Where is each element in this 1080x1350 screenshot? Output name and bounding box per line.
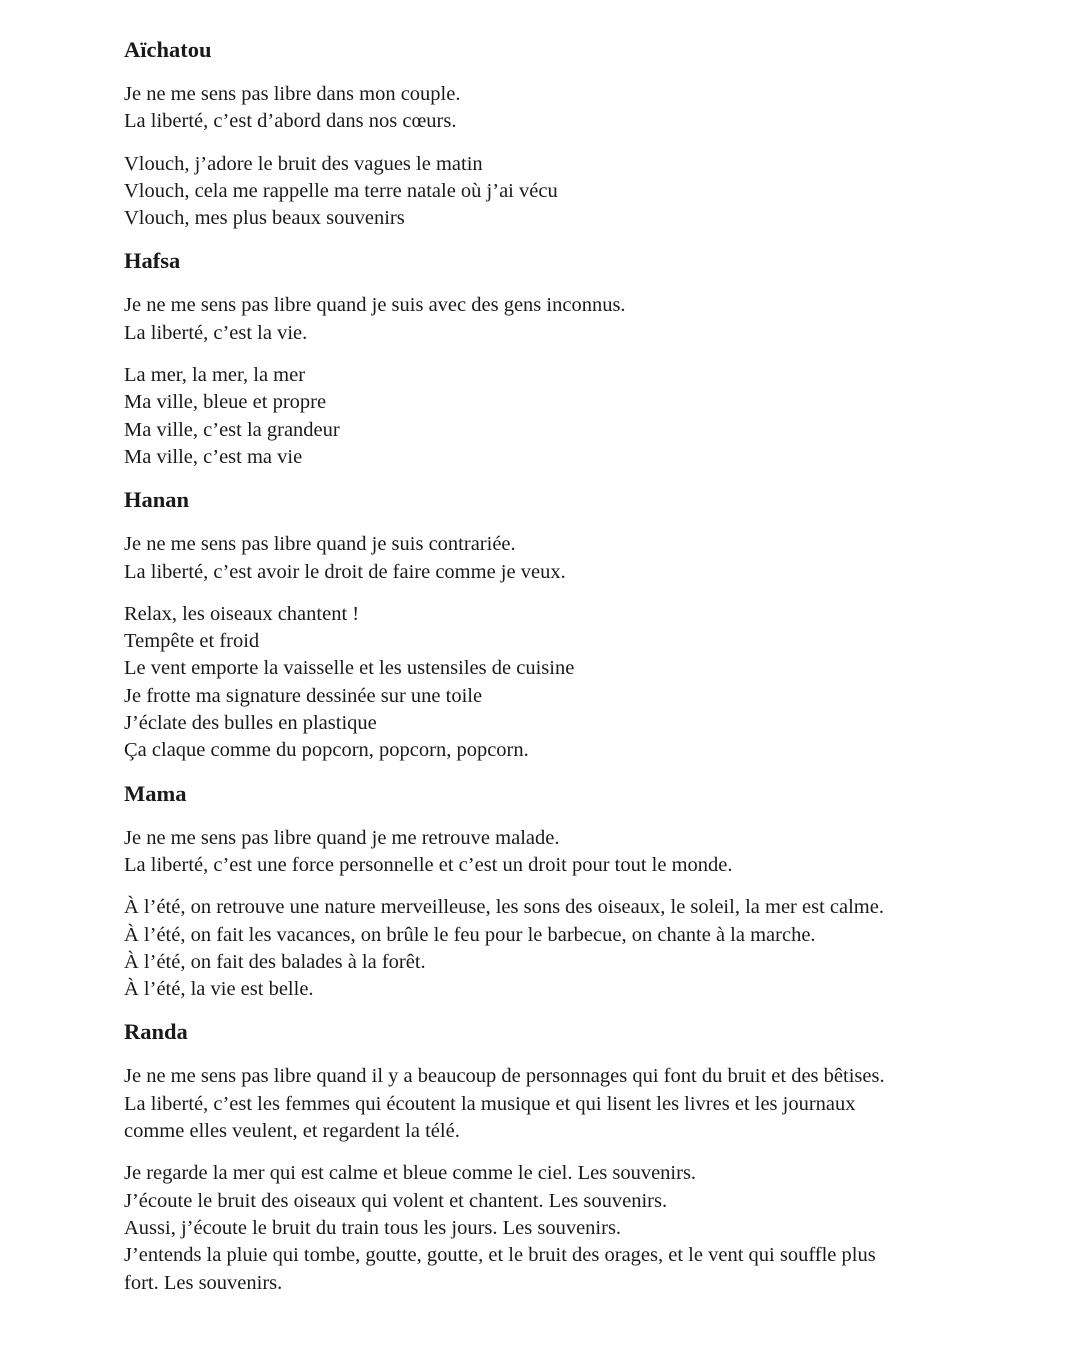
text-line: fort. Les souvenirs. (124, 1271, 283, 1294)
poem-stanza (124, 362, 984, 471)
text-line: Je ne me sens pas libre quand je suis avec des gens inconnus. (124, 294, 626, 317)
liberty-statement (124, 1063, 984, 1145)
text-line: Je ne me sens pas libre quand je me retrouve malade. (124, 826, 560, 849)
section-author-heading: Hanan (124, 487, 190, 513)
text-line: Je ne me sens pas libre quand il y a beaucoup de personnages qui font du bruit et des bêtises. (124, 1065, 885, 1088)
text-line: J’entends la pluie qui tombe, goutte, goutte, et le bruit des orages, et le vent qui souffle plus (124, 1244, 876, 1267)
text-line: Tempête et froid (124, 630, 260, 653)
text-line: Ma ville, c’est ma vie (124, 445, 303, 468)
text-line: comme elles veulent, et regardent la télé. (124, 1120, 460, 1143)
text-line: À l’été, on fait les vacances, on brûle le feu pour le barbecue, on chante à la marche. (124, 923, 816, 946)
text-line: La liberté, c’est une force personnelle et c’est un droit pour tout le monde. (124, 853, 733, 876)
section-author-heading: Mama (124, 780, 187, 806)
text-line: À l’été, la vie est belle. (124, 978, 314, 1001)
text-line: Le vent emporte la vaisselle et les ustensiles de cuisine (124, 657, 575, 680)
text-line: Ma ville, c’est la grandeur (124, 418, 340, 441)
text-line: J’éclate des bulles en plastique (124, 712, 377, 735)
poem-section (124, 247, 984, 471)
section-author-heading: Hafsa (124, 248, 181, 274)
poem-stanza (124, 601, 984, 765)
text-line: Je ne me sens pas libre dans mon couple. (124, 83, 461, 105)
text-line: La liberté, c’est avoir le droit de faire comme je veux. (124, 560, 566, 583)
liberty-statement (124, 825, 984, 880)
document-page (124, 36, 984, 1312)
poem-section (124, 486, 984, 764)
text-line: À l’été, on fait des balades à la forêt. (124, 950, 426, 973)
text-line: Ma ville, bleue et propre (124, 391, 327, 414)
text-line: J’écoute le bruit des oiseaux qui volent et chantent. Les souvenirs. (124, 1189, 668, 1212)
liberty-statement (124, 81, 984, 136)
text-line: Vlouch, mes plus beaux souvenirs (124, 207, 405, 230)
poem-stanza (124, 1160, 984, 1296)
poem-section (124, 780, 984, 1004)
text-line: Aussi, j’écoute le bruit du train tous les jours. Les souvenirs. (124, 1216, 622, 1239)
section-author-heading: Aïchatou (124, 37, 212, 62)
poem-stanza (124, 151, 984, 233)
poem-stanza (124, 894, 984, 1003)
text-line: À l’été, on retrouve une nature merveilleuse, les sons des oiseaux, le soleil, la mer est calme. (124, 896, 884, 919)
text-line: Vlouch, cela me rappelle ma terre natale où j’ai vécu (124, 179, 558, 202)
text-line: La liberté, c’est la vie. (124, 321, 308, 344)
section-author-heading: Randa (124, 1019, 188, 1045)
text-line: La mer, la mer, la mer (124, 364, 306, 387)
liberty-statement (124, 292, 984, 347)
text-line: Je frotte ma signature dessinée sur une toile (124, 684, 483, 707)
poem-section (124, 36, 984, 232)
text-line: La liberté, c’est les femmes qui écoutent la musique et qui lisent les livres et les journaux (124, 1092, 856, 1115)
text-line: Ça claque comme du popcorn, popcorn, popcorn. (124, 739, 529, 762)
poem-section (124, 1018, 984, 1296)
liberty-statement (124, 531, 984, 586)
text-line: Vlouch, j’adore le bruit des vagues le matin (124, 152, 483, 175)
text-line: Je ne me sens pas libre quand je suis contrariée. (124, 533, 516, 556)
text-line: Relax, les oiseaux chantent ! (124, 602, 360, 625)
text-line: Je regarde la mer qui est calme et bleue comme le ciel. Les souvenirs. (124, 1162, 697, 1185)
text-line: La liberté, c’est d’abord dans nos cœurs. (124, 110, 457, 133)
